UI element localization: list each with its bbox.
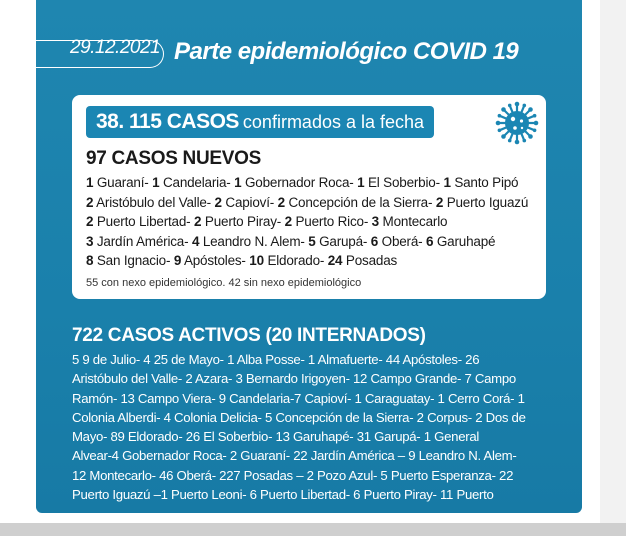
case-count: 1 [357, 175, 365, 190]
active-cases-line: Puerto Iguazú –1 Puerto Leoni- 6 Puerto Libertad- 6 Puerto Piray- 11 Puerto [72, 487, 494, 503]
locality-name: Puerto Rico- [291, 214, 372, 229]
case-count: 24 [327, 253, 343, 268]
active-cases-heading: 722 CASOS ACTIVOS (20 INTERNADOS) [72, 325, 426, 346]
case-count: 3 [371, 214, 379, 229]
case-count: 2 [194, 214, 202, 229]
active-cases-line: 5 9 de Julio- 4 25 de Mayo- 1 Alba Posse- 1 Almafuerte- 44 Apóstoles- 26 [72, 352, 480, 367]
case-count: 2 [86, 214, 94, 229]
locality-name: Candelaria- [159, 175, 235, 190]
new-cases-heading: 97 CASOS NUEVOS [86, 148, 261, 169]
case-count: 10 [249, 253, 264, 268]
new-cases-line [86, 173, 542, 193]
locality-name: Capioví- [221, 194, 278, 210]
active-cases-line: Alvear-4 Gobernador Roca- 2 Guaraní- 22 Jardín América – 9 Leandro N. Alem- [72, 448, 517, 464]
confirmed-count: 38. 115 CASOS [96, 110, 239, 133]
locality-name: Oberá- [378, 233, 427, 249]
case-count: 2 [277, 194, 285, 210]
case-count: 1 [152, 175, 160, 190]
case-count: 2 [284, 214, 292, 229]
locality-name: Jardín América- [93, 233, 192, 249]
case-count: 1 [86, 175, 94, 190]
case-count: 9 [173, 253, 182, 268]
epidemiological-report-panel [36, 0, 582, 513]
nexo-summary: 55 con nexo epidemiológico. 42 sin nexo epidemiológico [86, 277, 362, 289]
locality-name: Montecarlo [378, 214, 448, 229]
confirmed-cases-banner [86, 106, 434, 138]
case-count: 2 [435, 194, 444, 210]
report-title: Parte epidemiológico COVID 19 [174, 38, 519, 65]
case-count: 6 [370, 233, 379, 249]
locality-name: Gobernador Roca- [241, 175, 358, 190]
new-cases-line [86, 251, 542, 271]
bottom-scroll-strip [0, 523, 626, 536]
active-cases-line: Aristóbulo del Valle- 2 Azara- 3 Bernardo Irigoyen- 12 Campo Grande- 7 Campo [72, 371, 516, 387]
new-cases-line [86, 212, 542, 232]
locality-name: Puerto Iguazú [443, 194, 529, 210]
locality-name: Apóstoles- [181, 253, 250, 268]
active-cases-line: Ramón- 13 Campo Viera- 9 Candelaria-7 Capioví- 1 Caraguatay- 1 Cerro Corá- 1 [72, 390, 525, 406]
new-cases-line [86, 232, 542, 252]
new-cases-list [86, 173, 542, 271]
case-count: 1 [234, 175, 242, 190]
locality-name: Garuhapé [433, 233, 496, 249]
case-count: 4 [191, 233, 200, 249]
coronavirus-icon [495, 101, 539, 145]
case-count: 3 [86, 233, 94, 249]
case-count: 6 [426, 233, 434, 249]
case-count: 2 [86, 194, 94, 210]
locality-name: Eldorado- [263, 253, 328, 268]
active-cases-line: Colonia Alberdi- 4 Colonia Delicia- 5 Concepción de la Sierra- 2 Corpus- 2 Dos de [72, 409, 526, 425]
case-count: 5 [308, 233, 316, 249]
locality-name: Puerto Piray- [201, 214, 285, 229]
new-cases-card [72, 95, 546, 299]
locality-name: San Ignacio- [93, 253, 174, 268]
active-cases-line: 12 Montecarlo- 46 Oberá- 227 Posadas – 2 Pozo Azul- 5 Puerto Esperanza- 22 [72, 467, 514, 483]
locality-name: Garupá- [315, 233, 371, 249]
page-edge [600, 0, 626, 536]
locality-name: Puerto Libertad- [93, 214, 195, 229]
case-count: 1 [443, 175, 451, 190]
locality-name: Aristóbulo del Valle- [93, 194, 215, 210]
confirmed-label: confirmados a la fecha [242, 112, 425, 132]
locality-name: Leandro N. Alem- [199, 233, 309, 249]
active-cases-line: Mayo- 89 Eldorado- 26 El Soberbio- 13 Garuhapé- 31 Garupá- 1 General [72, 429, 479, 445]
new-cases-line [86, 193, 542, 213]
case-count: 2 [214, 194, 222, 210]
report-date: 29.12.2021 [70, 37, 161, 58]
title-row [36, 36, 582, 72]
locality-name: Guaraní- [93, 175, 153, 190]
locality-name: El Soberbio- [364, 175, 444, 190]
case-count: 8 [86, 253, 94, 268]
locality-name: Posadas [342, 253, 398, 268]
locality-name: Santo Pipó [450, 175, 519, 190]
active-cases-list [72, 350, 572, 504]
locality-name: Concepción de la Sierra- [284, 194, 436, 210]
